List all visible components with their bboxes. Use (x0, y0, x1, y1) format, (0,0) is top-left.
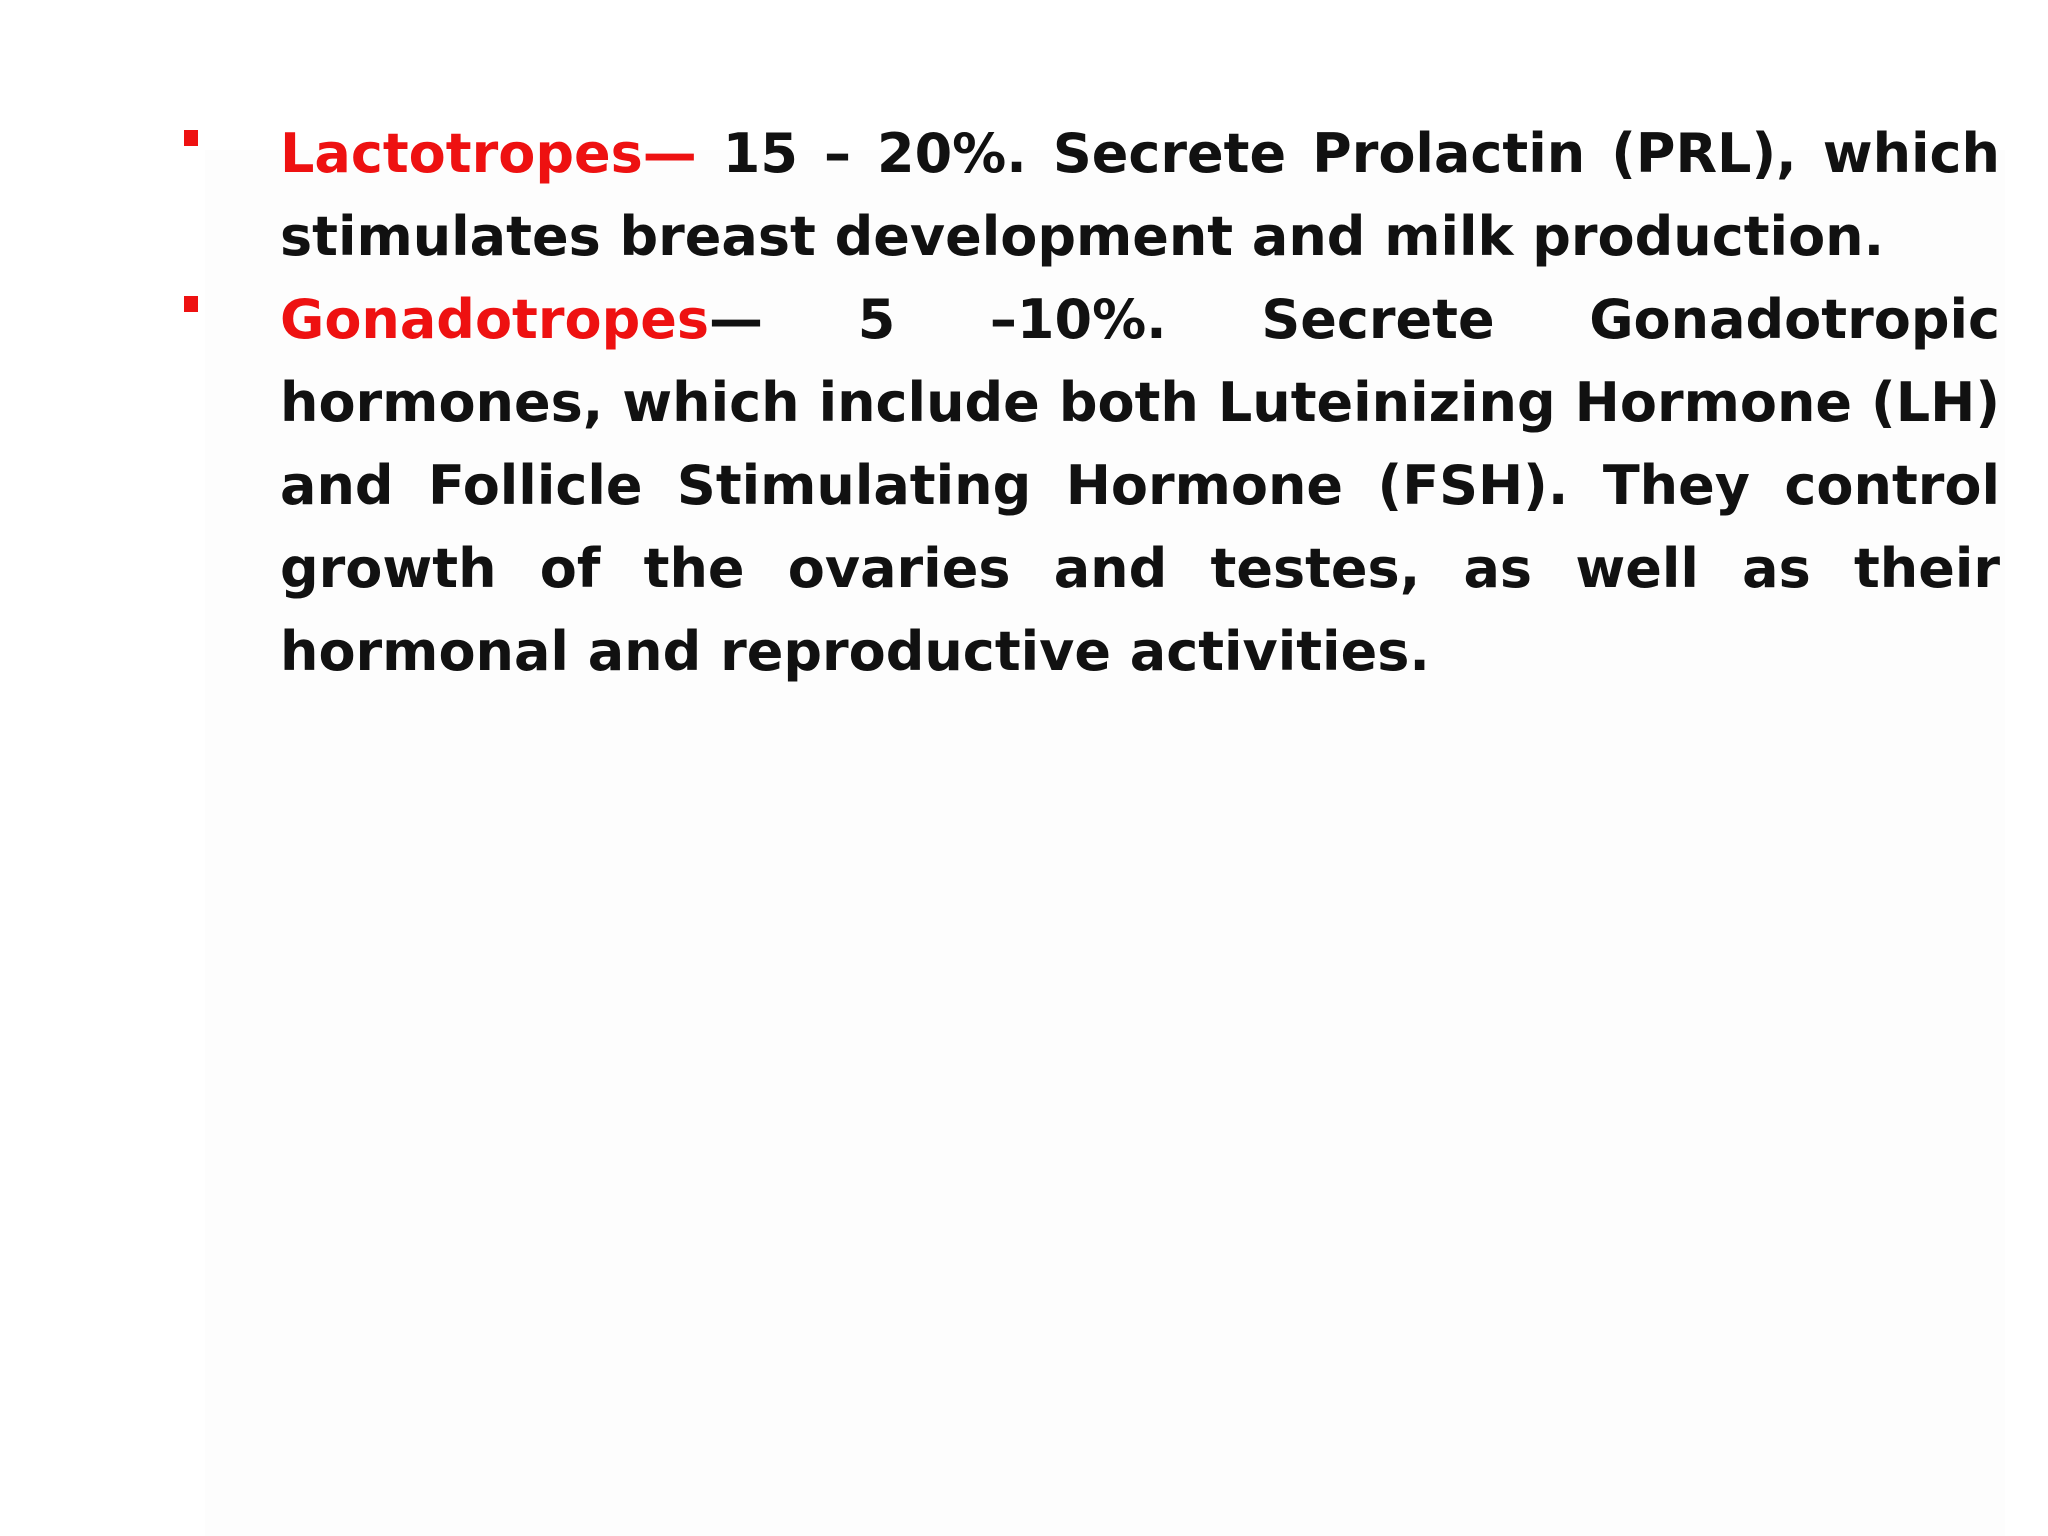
bullet-item-gonadotropes (180, 278, 2000, 693)
bullet-term: Gonadotropes (280, 288, 710, 351)
bullet-dash: — (642, 122, 697, 185)
bullet-dash: — (709, 288, 764, 351)
bullet-text: 5 –10%. Secrete Gonadotropic hormones, which include both Luteinizing Hormone (LH) and Follicle Stimulating Hormone (FSH). They control growth of the ovaries and testes, as well as their hormonal and reproductive activities. (280, 288, 2000, 683)
bullet-item-lactotropes (180, 112, 2000, 278)
square-bullet-icon (184, 130, 198, 146)
bullet-term: Lactotropes (280, 122, 643, 185)
bullet-text: 15 – 20%. Secrete Prolactin (PRL), which stimulates breast development and milk production. (280, 122, 2000, 268)
bullet-list (180, 112, 2000, 693)
square-bullet-icon (184, 296, 198, 312)
